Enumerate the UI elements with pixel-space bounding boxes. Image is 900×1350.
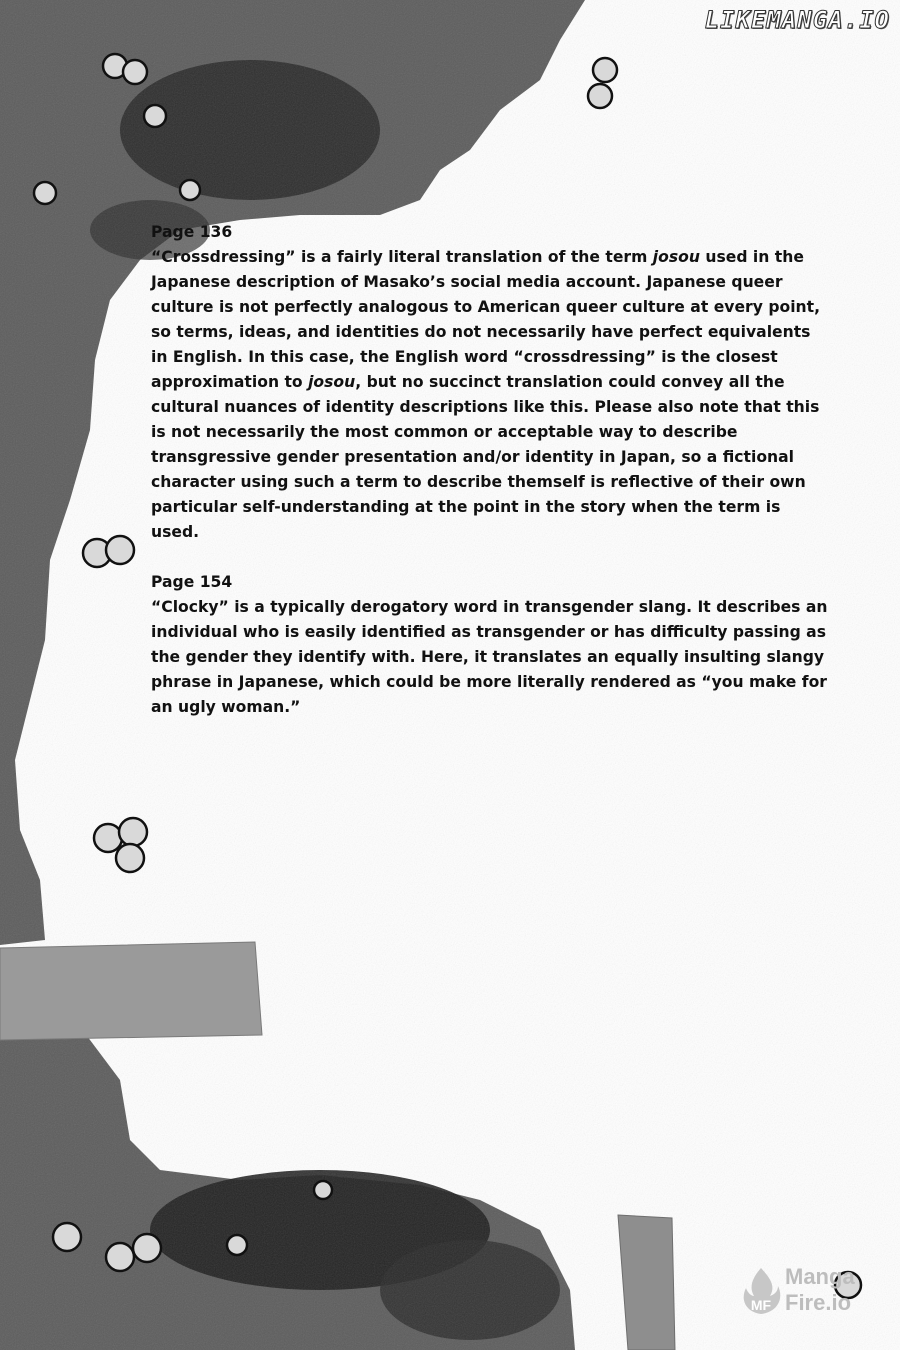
- mangafire-logo: [740, 1262, 880, 1322]
- tape-strip-bottom: [618, 1215, 675, 1350]
- note-page-154: [151, 570, 831, 720]
- note-text: used in the Japanese description of Masako’s social media account. Japanese queer culture is not perfectly analogous to American queer culture at every point, so terms, ideas, and identities do not necessarily have perfect equivalents in English. In this case, the English word “crossdressing” is the closest approximation to: [151, 248, 821, 391]
- logo-word-2: Fire.io: [785, 1290, 852, 1315]
- flame-logo-icon: [740, 1266, 782, 1316]
- note-text: “Crossdressing” is a fairly literal translation of the term: [151, 248, 653, 266]
- note-text-italic: josou: [308, 373, 356, 391]
- note-heading: Page 136: [151, 223, 233, 241]
- site-watermark: LIKEMANGA.IO: [704, 6, 890, 34]
- logo-word-1: Manga: [785, 1264, 855, 1289]
- note-text: , but no succinct translation could convey all the cultural nuances of identity descriptions like this. Please also note that this is not necessarily the most common or acceptable way to describe transgressive gender presentation and/or identity in Japan, so a fictional character using such a term to describe themself is reflective of their own particular self-understanding at the point in the story when the term is used.: [151, 373, 820, 541]
- translation-notes: [151, 220, 831, 745]
- note-heading: Page 154: [151, 573, 233, 591]
- note-body: [151, 245, 831, 545]
- note-text-italic: josou: [652, 248, 700, 266]
- note-page-136: [151, 220, 831, 545]
- tape-strip-left: [0, 942, 262, 1040]
- logo-letters: MF: [750, 1297, 772, 1313]
- note-text: “Clocky” is a typically derogatory word in transgender slang. It describes an individual who is easily identified as transgender or has difficulty passing as the gender they identify with. Here, it translates an equally insulting slangy phrase in Japanese, which could be more literally rendered as “you make for an ugly woman.”: [151, 598, 828, 716]
- note-body: [151, 595, 831, 720]
